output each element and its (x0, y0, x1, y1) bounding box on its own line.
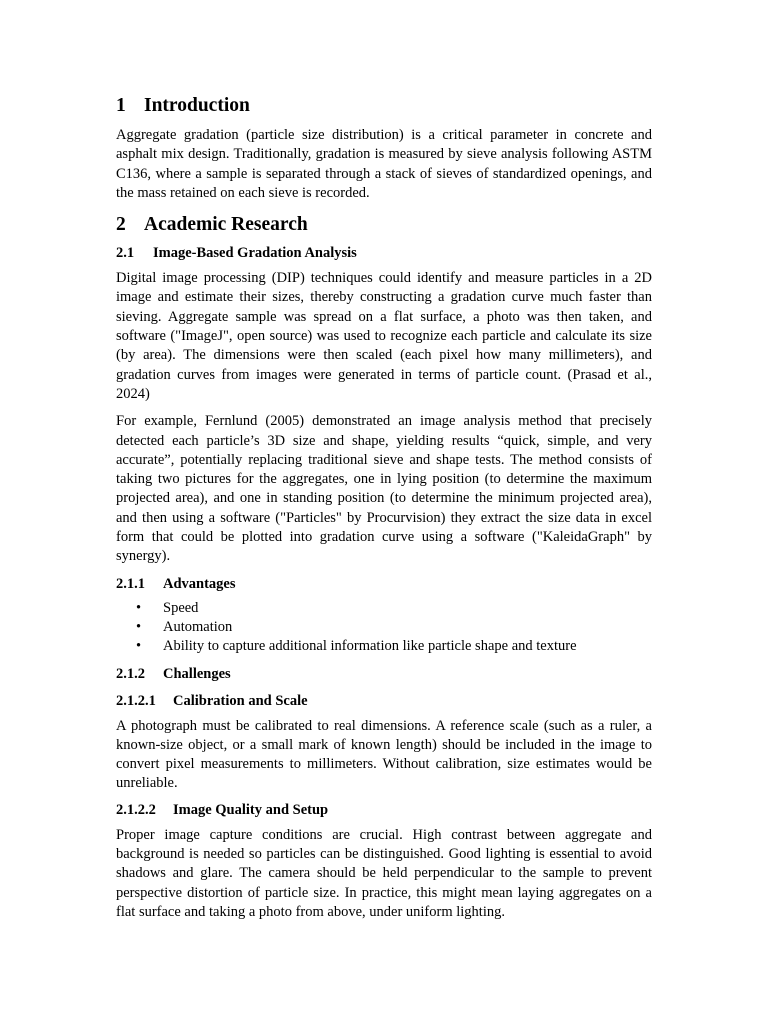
heading-text: Image-Based Gradation Analysis (153, 245, 357, 262)
list-item (116, 637, 652, 656)
heading-text: Introduction (144, 95, 250, 116)
list-item-text: Ability to capture additional information like particle shape and texture (163, 638, 577, 655)
image-quality-paragraph: Proper image capture conditions are crucial. High contrast between aggregate and background is needed so particles can be distinguished. Good lighting is essential to avoid shadows and glare. The camera should be held perpendicular to the sample to prevent perspective distortion of particle size. In practice, this might mean laying aggregates on a flat surface and taking a photo from above, under uniform lighting. (116, 826, 652, 920)
fernlund-paragraph: For example, Fernlund (2005) demonstrated an image analysis method that precisely detected each particle’s 3D size and shape, yielding results “quick, simple, and very accurate”, potentially replacing traditional sieve and shape tests. The method consists of taking two pictures for the aggregates, one in lying position (to determine the maximum projected area), and one in standing position (to determine the minimum projected area), and then using a software ("Particles" by Procurvision) they extract the size data in excel form that could be plotted into gradation curve using a software ("KaleidaGraph" by synergy). (116, 413, 652, 565)
heading-number: 2 (116, 214, 126, 236)
list-item (116, 618, 652, 637)
heading-text: Academic Research (144, 214, 308, 236)
heading-text: Challenges (163, 665, 231, 682)
heading-introduction (116, 92, 652, 120)
heading-number: 2.1.2 (116, 665, 145, 682)
list-item (116, 599, 652, 618)
bullet-icon: • (136, 618, 142, 635)
heading-number: 1 (116, 95, 126, 116)
heading-image-quality (116, 800, 652, 820)
document-body (116, 92, 652, 922)
advantages-list (116, 599, 652, 657)
bullet-icon: • (136, 638, 142, 655)
heading-text: Calibration and Scale (173, 692, 308, 709)
heading-number: 2.1.2.1 (116, 692, 156, 709)
dip-paragraph: Digital image processing (DIP) techniques could identify and measure particles in a 2D image and estimate their sizes, thereby constructing a gradation curve much faster than sieving. Aggregate sample was spread on a flat surface, a photo was then taken, and software ("ImageJ", open source) was used to recognize each particle and calculate its size (by area). The dimensions were then scaled (each pixel how many millimeters), and gradation curves from images were generated in terms of particle count. (Prasad et al., 2024) (116, 270, 652, 402)
heading-number: 2.1.1 (116, 575, 145, 592)
heading-number: 2.1.2.2 (116, 801, 156, 818)
heading-image-based-gradation (116, 243, 652, 263)
heading-advantages (116, 574, 652, 594)
heading-text: Advantages (163, 575, 236, 592)
heading-text: Image Quality and Setup (173, 801, 329, 818)
list-item-text: Automation (163, 618, 233, 635)
intro-paragraph: Aggregate gradation (particle size distribution) is a critical parameter in concrete and asphalt mix design. Traditionally, gradation is measured by sieve analysis following ASTM C136, where a sample is separated through a stack of sieves of standardized openings, and the mass retained on each sieve is recorded. (116, 127, 652, 201)
bullet-icon: • (136, 599, 142, 616)
list-item-text: Speed (163, 599, 199, 616)
calibration-paragraph: A photograph must be calibrated to real dimensions. A reference scale (such as a ruler, a known-size object, or a small mark of known length) should be included in the image to convert pixel measurements to millimeters. Without calibration, size estimates would be unreliable. (116, 717, 652, 792)
heading-calibration-scale (116, 691, 652, 711)
heading-number: 2.1 (116, 245, 135, 262)
heading-challenges (116, 664, 652, 684)
heading-academic-research (116, 211, 652, 239)
